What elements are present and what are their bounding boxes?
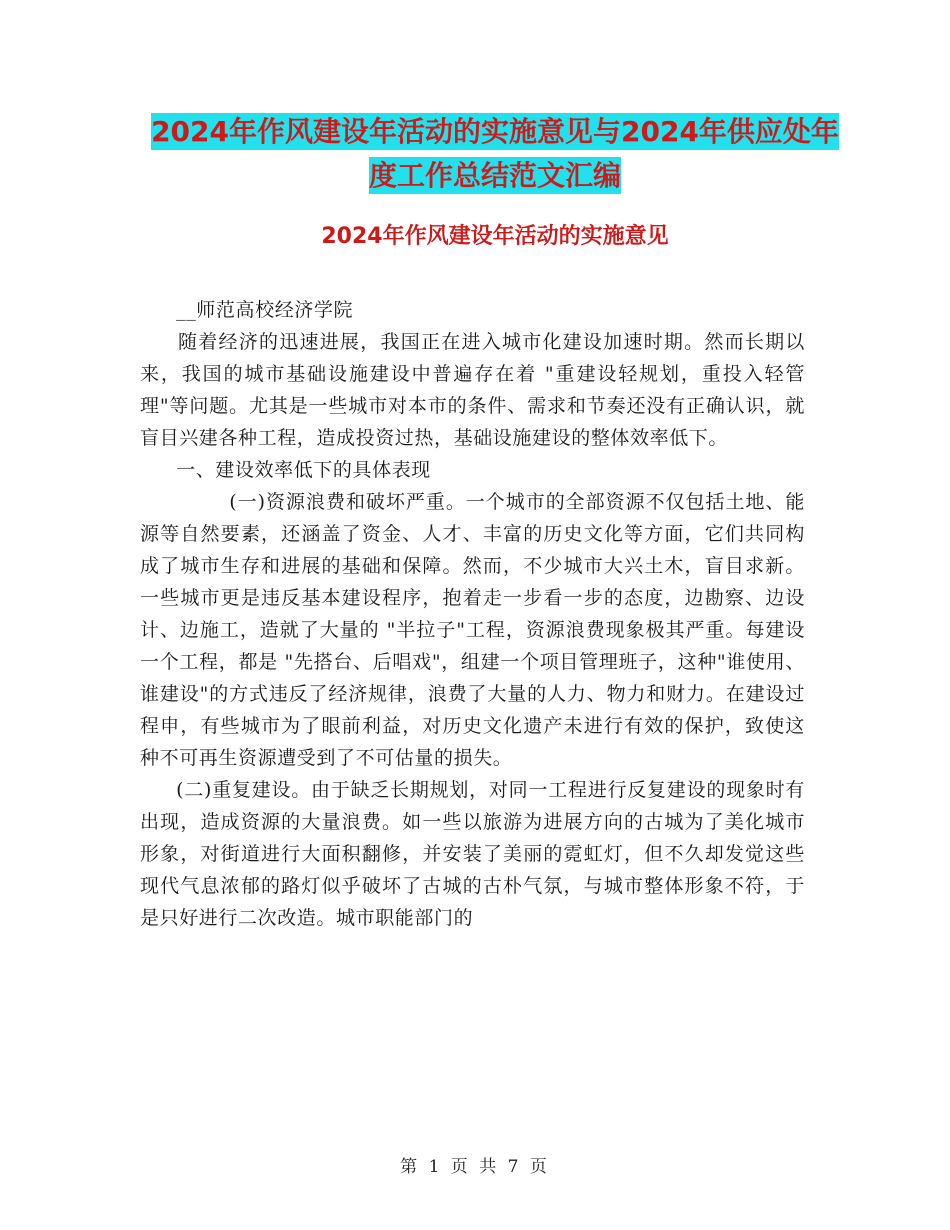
body-text [140,294,805,934]
section-title: 2024年作风建设年活动的实施意见 [321,224,669,249]
author-line: __师范高校经济学院 [176,299,354,321]
section-heading: 一、建设效率低下的具体表现 [176,459,431,481]
main-title-line-2: 度工作总结范文汇编 [368,159,621,192]
main-title [140,110,850,198]
main-title-line-1: 2024年作风建设年活动的实施意见与2024年供应处年 [151,115,839,148]
paragraph: (二)重复建设。由于缺乏长期规划，对同一工程进行反复建设的现象时有出现，造成资源的大量浪费。如一些以旅游为进展方向的古城为了美化城市形象，对街道进行大面积翻修，并安装了美丽的霓虹灯，但不久却发觉这些现代气息浓郁的路灯似乎破坏了古城的古朴气氛，与城市整体形象不符，于是只好进行二次改造。城市职能部门的 [140,779,805,929]
paragraph: 随着经济的迅速进展，我国正在进入城市化建设加速时期。然而长期以来，我国的城市基础设施建设中普遍存在着 "重建设轻规划，重投入轻管理"等问题。尤其是一些城市对本市的条件、需求和节奏还没有正确认识，就盲目兴建各种工程，造成投资过热，基础设施建设的整体效率低下。 [140,331,805,449]
page-footer: 第 1 页 共 7 页 [400,1157,550,1177]
paragraph: (一)资源浪费和破坏严重。一个城市的全部资源不仅包括土地、能源等自然要素，还涵盖了资金、人才、丰富的历史文化等方面，它们共同构成了城市生存和进展的基础和保障。然而，不少城市大兴土木，盲目求新。一些城市更是违反基本建设程序，抱着走一步看一步的态度，边勘察、边设计、边施工，造就了大量的 "半拉子"工程，资源浪费现象极其严重。每建设一个工程，都是 "先搭台、后唱戏"，组建一个项目管理班子，这种"谁使用、谁建设"的方式违反了经济规律，浪费了大量的人力、物力和财力。在建设过程申，有些城市为了眼前利益，对历史文化遗产未进行有效的保护，致使这种不可再生资源遭受到了不可估量的损失。 [140,491,805,769]
